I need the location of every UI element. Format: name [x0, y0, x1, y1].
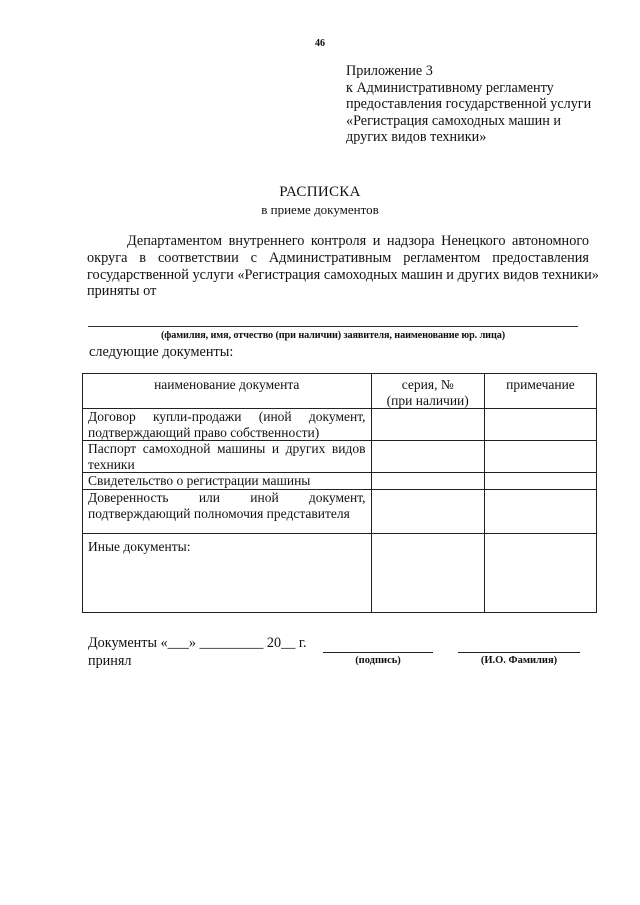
- series-cell[interactable]: [371, 534, 484, 613]
- document-cell: [83, 490, 372, 534]
- series-cell[interactable]: [371, 409, 484, 441]
- footer-accepted: [88, 634, 307, 670]
- name-line[interactable]: [458, 652, 580, 653]
- document-line: Иные документы:: [88, 539, 191, 554]
- header-document-name: наименование документа: [83, 374, 372, 409]
- intro-line: государственной услуги «Регистрация самоходных машин и других видов техники»: [87, 266, 599, 283]
- note-cell[interactable]: [484, 490, 596, 534]
- name-caption: (И.О. Фамилия): [480, 655, 558, 666]
- document-line: подтверждающий право собственности): [88, 424, 320, 440]
- series-cell[interactable]: [371, 441, 484, 473]
- applicant-name-line[interactable]: [88, 326, 578, 327]
- footer-date-line: Документы «___» _________ 20__ г.: [88, 635, 307, 651]
- document-line: подтверждающий полномочия представителя: [88, 505, 350, 521]
- appendix-line: «Регистрация самоходных машин и: [346, 112, 561, 129]
- note-cell[interactable]: [484, 473, 596, 490]
- document-line: Доверенность или иной документ,: [88, 490, 366, 505]
- appendix-line: предоставления государственной услуги: [346, 96, 592, 113]
- document-cell: [83, 473, 372, 490]
- document-line: техники: [88, 456, 135, 472]
- table-row: [83, 534, 597, 613]
- footer-accepted-by: принял: [88, 653, 132, 669]
- appendix-header: [346, 63, 591, 146]
- series-cell[interactable]: [371, 490, 484, 534]
- appendix-line: других видов техники»: [346, 129, 487, 146]
- intro-line: приняты от: [87, 283, 157, 300]
- appendix-line: Приложение 3: [346, 63, 433, 79]
- document-cell: [83, 534, 372, 613]
- document-title: РАСПИСКА: [279, 184, 361, 200]
- table-row: [83, 473, 597, 490]
- document-cell: [83, 441, 372, 473]
- signature-line[interactable]: [323, 652, 433, 653]
- documents-table: [82, 373, 597, 613]
- series-cell[interactable]: [371, 473, 484, 490]
- table-row: [83, 490, 597, 534]
- appendix-line: к Административному регламенту: [346, 79, 554, 96]
- header-series-number: серия, № (при наличии): [371, 374, 484, 409]
- following-documents-label: следующие документы:: [89, 344, 234, 360]
- document-cell: [83, 409, 372, 441]
- document-line: Свидетельство о регистрации машины: [88, 473, 311, 488]
- document-subtitle: в приеме документов: [261, 202, 379, 217]
- document-line: Договор купли-продажи (иной документ,: [88, 409, 366, 424]
- document-line: Паспорт самоходной машины и других видов: [88, 441, 366, 456]
- applicant-caption: (фамилия, имя, отчество (при наличии) заявителя, наименование юр. лица): [160, 330, 506, 341]
- table-row: [83, 441, 597, 473]
- intro-line: Департаментом внутреннего контроля и надзора Ненецкого автономного: [127, 233, 589, 249]
- table-header-row: [83, 374, 597, 409]
- signature-caption: (подпись): [355, 655, 401, 666]
- table-row: [83, 409, 597, 441]
- note-cell[interactable]: [484, 534, 596, 613]
- page-number: 46: [315, 38, 325, 49]
- note-cell[interactable]: [484, 441, 596, 473]
- note-cell[interactable]: [484, 409, 596, 441]
- intro-paragraph: [87, 233, 599, 300]
- intro-line: округа в соответствии с Административным регламентом предоставления: [87, 249, 589, 266]
- header-note: примечание: [484, 374, 596, 409]
